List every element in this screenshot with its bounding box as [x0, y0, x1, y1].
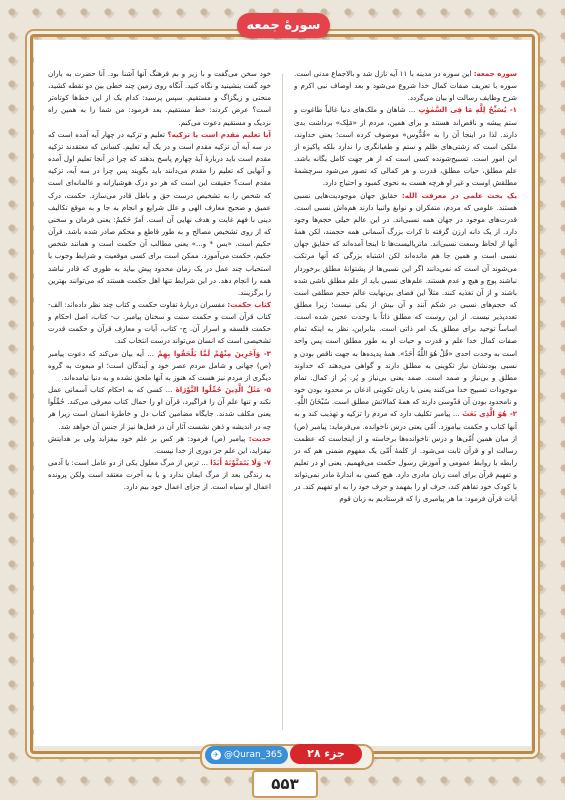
page-number: ۵۵۳: [252, 770, 318, 798]
paragraph-text: پیامبر (ص) فرمود: هر کس بر علم خود بیفزاید ولی بر هدایتش نیفزاید، این علم جز دوری از خدا نیست.: [48, 433, 271, 455]
paragraph-text: ... شاهان و ملک‌های دنیا غالباً طاغوت و ستم پیشه و ناقص‌اند هستند و برای همین، مردم از «مَلِک» برداشت بدی دارند. لذا در اینجا آن را به «قُدُّوس» موصوف کرده است؛ یعنی خداوند، ملکی است که زشتی‌های ظلم و ستم و طغیانگری را ندارد بلکه پاکیزه از این امور است. تسبیح‌شونده کسی است که از هر جهت کامل یگانه باشد. علم مطلق، حیات مطلق، قدرت و هر کمالی که تصور می‌شود سرچشمۀ مطلقش اوست و غیر او هرچه هست به نحوی کمبود و احتیاج دارد.: [294, 105, 517, 188]
right-column: [294, 68, 517, 738]
paragraph: [294, 190, 517, 409]
paragraph: [48, 299, 271, 348]
paragraph: [48, 129, 271, 299]
telegram-icon: ✈: [211, 750, 221, 760]
channel-badge[interactable]: [205, 746, 288, 764]
left-column: [48, 68, 271, 738]
paragraph-text: ... ترس از مرگ معلول یکی از دو عامل است: یا آدمی به زندگی بعد از مرگ ایمان ندارد و یا به آخرت معتقد است ولکن پرونده اعمال او سیاه است. از جزای اعمال خود بیم دارد.: [48, 458, 271, 492]
paragraph-heading: سوره جمعه:: [473, 69, 517, 78]
paragraph-heading: یک بحث علمی در معرفت الله:: [401, 190, 517, 200]
paragraph: [48, 348, 271, 384]
paragraph-heading: ۲- هُوَ الَّذِی بَعَثَ: [462, 409, 517, 419]
paragraph: [294, 104, 517, 189]
paragraph-heading: کتاب حکمت:: [227, 299, 271, 309]
paragraph-heading: ۳- وَآخَرِینَ مِنْهُمْ لَمَّا یَلْحَقُوا بِهِمْ: [157, 348, 271, 358]
paragraph-text: خود سخن می‌گفت و با زیر و بم فرهنگ آنها آشنا بود. آنا حضرت به باران خود گفت بنشینید و نگاه کنید. آنگاه روی زمین چند خطی بین دو نقطه کشید، منحنی و زیگزاگ و مستقیم. سپس پرسید: کدام یک از این خط‌ها کوتاه‌تر است؟ عرض کردند: خط مستقیم. بعد فرمود: من شما را به همین راه نزدیک و مستقیم دعوت می‌کنم.: [48, 69, 271, 127]
paragraph: [48, 457, 271, 493]
paragraph-text: این سوره در مدینه با ۱۱ آیه نازل شد و بالاجماع مدنی است. سوره با تعریف صفات کمال خدا شروع می‌شود و بعد اوصاف نبی اکرم و شرح وظایف رسالت او بیان می‌گردد.: [294, 69, 517, 103]
paragraph-heading: ۱- یُسَبِّحُ لِلَّهِ مَا فِی السَّمٰوٰتِ: [418, 105, 517, 115]
juz-badge: جزء ۲۸: [290, 744, 362, 764]
paragraph: [48, 433, 271, 457]
paragraph-text: ... کسی که به احکام کتاب آسمانی عمل نکند و تنها علم آن را فراگیرد، قرآن او را حمال کتاب معرفی می‌کند. حُمِّلُوا یعنی مکلف شدند. جایگاه مضامین کتاب دل و خاطرۀ انسان است زیرا هر چه در اندیشه و ذهن نشست آثار آن در فعل‌ها نیز از جنس آن خواهد شد.: [48, 385, 271, 431]
paragraph-heading: ۷- وَلَا یَتَمَنَّوْنَهُ أَبَدًا: [210, 458, 271, 467]
paragraph: [294, 408, 517, 505]
paragraph-text: ... پیامبر تکلیف دارد که مردم را تزکیه و تهذیب کند و به آنها کتاب و حکمت بیاموزد. اُمّی یعنی درس ناخوانده. می‌فرماید: پیامبر (ص) از میان همین اُمّی‌ها و درس ناخوانده‌ها برخاسته و از اینجاست که عظمت رسالت او و قرآن ثابت می‌شود. از کلمۀ اُمّی یک مفهوم ضمنی هم که در رابطه با روابط عمومی و آموزش رسول حکمت می‌فهمیم. یعنی او در تعلیم و تفهیم قرآن برای امت زبان مادری دارد. هیچ کسی به اندازۀ مادر نمی‌تواند با کودک خود تفاهم کند، حرف او را بفهمد و حرف خود را به او تفهیم کند. در آیات قرآن فرمود: ما هر پیامبری را که فرستادیم به زبان قوم: [294, 409, 517, 504]
paragraph-text: مفسران دربارۀ تفاوت حکمت و کتاب چند نظر داده‌اند: الف- کتاب قرآن است و حکمت سنت و سخنان پیامبر. ب- کتاب، اصل احکام و حکمت فلسفه و اسرار آن. ج- کتاب، آیات و معارف قرآن و حکمت قدرت تشخیصی است که انسان می‌تواند درست انتخاب کند.: [48, 299, 271, 346]
surah-title: سورۀ جمعه: [237, 13, 330, 38]
paragraph-text: ... آیه بیان می‌کند که دعوت پیامبر (ص) جهانی و شامل مردم عصر خود و آیندگان است؛ او مبعوث به گروه دیگری از مردم نیز هست که هنوز به آنها ملحق نشده و به دنیا نیامده‌اند.: [48, 348, 271, 382]
paragraph-text: حقایق جهان موجودیت‌هایی نسبی هستند. علومی که مردم، متفکران و نوابغ واتبیا دارند هم‌ه‌اش نسبی است. قدرت‌های موجود در جهان همه نسبی‌اند. در این عالم خیلی حجم‌ها وجود دارد. از یک دانه ارزن گرفته تا کرات بزرگ آسمانی همه حجمند، لکن همۀ آنها از لحاظ وسعت نسبی‌اند. ماتریالیست‌ها تا اینجا آمده‌اند که حقایق جهان نسبی است و همین جا هم مانده‌اند لکن اشتباه بزرگی که آنها مرتکب می‌شوند آن است که نمی‌دانند اگر این نسبی‌ها از پشتوانۀ مطلق برخوردار نباشند پوچ و هیچ و عدم هستند. علم‌های نسبی باید از علم مطلق ناشی شده باشند و از آن تغذیه کنند. مثلاً این فضای بی‌نهایت عالم حجم مطلقی است که حجم‌های نسبی در شکم آنند و آن بیش از یکی نیست؛ زیرا مطلق تعددپذیر نیست. از این روست که مطلق ذاتاً با وحدت عجین شده است. اساساً توحید برای مطلق یک امر ذاتی است. بنابراین، نظر به اینکه تمام صفات کمال خدا علم و قدرت و حیات او به طور مطلق است پس واحد است به وحدت احدی «قُلْ هُوَ اللَّهُ أَحَدٌ». همۀ پدیده‌ها به جهت ناقص بودن و نسبی بودنشان نیاز تکوینی به مطلق دارند و گواهی می‌دهند که خداوند مطلق و بی‌نیاز و صمد است. صمد یعنی بی‌نیاز و پُر. پُر از کمال. تمام موجودات تسبیح خدا می‌کنند یعنی با زبان تکوینی اذعان بر محدود بودن خود و نامحدود بودن آن قدّوسی دارند که همۀ کمالاتش مطلق است. سُبْحَانَ اللَّهِ.: [294, 190, 517, 407]
paragraph: [48, 68, 271, 129]
paragraph-heading: حدیث:: [248, 433, 271, 443]
paragraph-heading: ۵- مَثَلُ الَّذِینَ حُمِّلُوا التَّوْرَاةَ: [175, 385, 271, 395]
paragraph: [294, 68, 517, 104]
paragraph-text: تعلیم و تزکیه در چهار آیه آمده است که در سه آیه آن تزکیه مقدم است و در یک آیه تعلیم. کسانی که معتقدند تزکیه مقدم است باید دربارۀ آیۀ چهارم پاسخ بدهند که چرا در آنجا تعلیم اول آمده و آنهایی که تعلیم را مقدم می‌دانند باید بگویند پس چرا در سه آیه، تزکیه مقدم است؟ حقیقت این است که هر دو درک هوشیارانه و عالمانه‌ای است که شخص را به تشخیص درست حق و باطل قادر می‌سازد. حکمت، درک عمیق و صحیح معارف الهی و علل شرایع و انجام به جا و به موقع تکالیف دینی با فهم غایت و هدف نهایی آن است. اَمرٌ حَکیمٌ: یعنی فرمان و سخنی که از روی تشخیص مصالح و به طور قاطع و محکم صادر شده باشد. قرآن حکیم است. «یس * و...» یعنی مطالب آن حکمت است و همانند شخص حکیم، حکمت می‌آموزد. ممکن است برای کسی موقعیت و شرایط وجوب یا استحباب چند عمل در یک زمان محدود پیش بیاید به طوری که قادر نباشد همه را انجام دهد. در این شرایط تنها اهل حکمت هستند که می‌توانند بهترین را برگزینند.: [48, 129, 271, 297]
paragraph: [48, 384, 271, 433]
column-divider: [282, 74, 283, 730]
channel-handle: @Quran_365: [224, 750, 283, 760]
paragraph-heading: آیا تعلیم مقدم است یا تزکیه؟: [167, 129, 271, 139]
page-body: [34, 40, 531, 746]
